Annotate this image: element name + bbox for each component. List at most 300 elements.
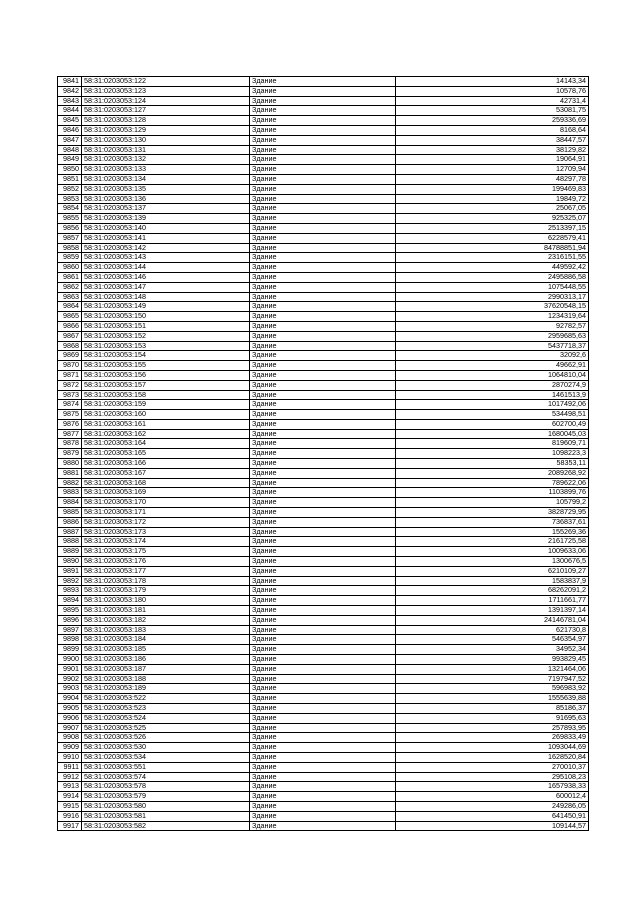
row-number-cell: 9857 [58,233,82,243]
cadastral-value-cell: 596983,92 [396,684,589,694]
cadastral-value-cell: 295108,23 [396,772,589,782]
object-type-cell: Здание [250,782,396,792]
row-number-cell: 9891 [58,566,82,576]
cadastral-number-cell: 58:31:0203053:131 [82,145,250,155]
cadastral-number-cell: 58:31:0203053:166 [82,459,250,469]
table-row [58,390,589,400]
table-row [58,547,589,557]
object-type-cell: Здание [250,223,396,233]
object-type-cell: Здание [250,331,396,341]
row-number-cell: 9880 [58,459,82,469]
table-row [58,459,589,469]
cadastral-number-cell: 58:31:0203053:130 [82,135,250,145]
object-type-cell: Здание [250,606,396,616]
table-row [58,606,589,616]
row-number-cell: 9901 [58,664,82,674]
cadastral-value-cell: 19064,91 [396,155,589,165]
row-number-cell: 9908 [58,733,82,743]
table-row [58,743,589,753]
table-row [58,821,589,831]
cadastral-number-cell: 58:31:0203053:578 [82,782,250,792]
cadastral-number-cell: 58:31:0203053:525 [82,723,250,733]
row-number-cell: 9914 [58,792,82,802]
table-row [58,194,589,204]
cadastral-number-cell: 58:31:0203053:530 [82,743,250,753]
row-number-cell: 9889 [58,547,82,557]
row-number-cell: 9865 [58,312,82,322]
cadastral-value-cell: 92782,57 [396,321,589,331]
object-type-cell: Здание [250,361,396,371]
table-row [58,341,589,351]
object-type-cell: Здание [250,517,396,527]
cadastral-number-cell: 58:31:0203053:188 [82,674,250,684]
object-type-cell: Здание [250,478,396,488]
table-row [58,478,589,488]
cadastral-value-cell: 5437718,37 [396,341,589,351]
row-number-cell: 9872 [58,380,82,390]
table-row [58,586,589,596]
object-type-cell: Здание [250,704,396,714]
cadastral-value-cell: 2495886,58 [396,272,589,282]
cadastral-value-cell: 993829,45 [396,655,589,665]
cadastral-value-cell: 25067,05 [396,204,589,214]
row-number-cell: 9911 [58,762,82,772]
table-row [58,243,589,253]
table-row [58,615,589,625]
cadastral-number-cell: 58:31:0203053:177 [82,566,250,576]
cadastral-number-cell: 58:31:0203053:169 [82,488,250,498]
row-number-cell: 9884 [58,498,82,508]
table-row [58,566,589,576]
row-number-cell: 9881 [58,468,82,478]
row-number-cell: 9909 [58,743,82,753]
cadastral-value-cell: 1657938,33 [396,782,589,792]
cadastral-value-cell: 1234319,64 [396,312,589,322]
cadastral-value-cell: 19849,72 [396,194,589,204]
table-row [58,508,589,518]
row-number-cell: 9915 [58,801,82,811]
cadastral-value-cell: 602700,49 [396,419,589,429]
cadastral-value-cell: 819609,71 [396,439,589,449]
row-number-cell: 9898 [58,635,82,645]
object-type-cell: Здание [250,86,396,96]
object-type-cell: Здание [250,762,396,772]
object-type-cell: Здание [250,214,396,224]
cadastral-number-cell: 58:31:0203053:579 [82,792,250,802]
row-number-cell: 9892 [58,576,82,586]
row-number-cell: 9886 [58,517,82,527]
table-row [58,811,589,821]
cadastral-value-cell: 449592,42 [396,263,589,273]
row-number-cell: 9848 [58,145,82,155]
cadastral-value-cell: 48297,78 [396,174,589,184]
cadastral-number-cell: 58:31:0203053:186 [82,655,250,665]
row-number-cell: 9905 [58,704,82,714]
object-type-cell: Здание [250,821,396,831]
cadastral-number-cell: 58:31:0203053:122 [82,77,250,87]
object-type-cell: Здание [250,655,396,665]
object-type-cell: Здание [250,645,396,655]
table-row [58,302,589,312]
cadastral-number-cell: 58:31:0203053:123 [82,86,250,96]
table-row [58,468,589,478]
row-number-cell: 9877 [58,429,82,439]
cadastral-value-cell: 1583837,9 [396,576,589,586]
table-row [58,116,589,126]
cadastral-value-cell: 91695,63 [396,713,589,723]
table-row [58,537,589,547]
cadastral-number-cell: 58:31:0203053:134 [82,174,250,184]
cadastral-number-cell: 58:31:0203053:182 [82,615,250,625]
row-number-cell: 9904 [58,694,82,704]
cadastral-value-cell: 1064810,04 [396,370,589,380]
row-number-cell: 9849 [58,155,82,165]
cadastral-number-cell: 58:31:0203053:185 [82,645,250,655]
row-number-cell: 9910 [58,752,82,762]
cadastral-number-cell: 58:31:0203053:159 [82,400,250,410]
cadastral-value-cell: 925325,07 [396,214,589,224]
cadastral-number-cell: 58:31:0203053:136 [82,194,250,204]
cadastral-number-cell: 58:31:0203053:187 [82,664,250,674]
cadastral-number-cell: 58:31:0203053:147 [82,282,250,292]
table-row [58,145,589,155]
row-number-cell: 9871 [58,370,82,380]
cadastral-number-cell: 58:31:0203053:179 [82,586,250,596]
cadastral-number-cell: 58:31:0203053:167 [82,468,250,478]
object-type-cell: Здание [250,145,396,155]
object-type-cell: Здание [250,380,396,390]
cadastral-number-cell: 58:31:0203053:176 [82,557,250,567]
cadastral-number-cell: 58:31:0203053:173 [82,527,250,537]
row-number-cell: 9858 [58,243,82,253]
cadastral-value-cell: 105799,2 [396,498,589,508]
table-row [58,380,589,390]
row-number-cell: 9869 [58,351,82,361]
table-row [58,655,589,665]
cadastral-number-cell: 58:31:0203053:170 [82,498,250,508]
table-row [58,361,589,371]
row-number-cell: 9843 [58,96,82,106]
cadastral-value-cell: 68262091,2 [396,586,589,596]
cadastral-value-cell: 621730,8 [396,625,589,635]
table-row [58,233,589,243]
cadastral-number-cell: 58:31:0203053:143 [82,253,250,263]
object-type-cell: Здание [250,106,396,116]
row-number-cell: 9874 [58,400,82,410]
cadastral-value-cell: 270010,37 [396,762,589,772]
table-row [58,498,589,508]
table-row [58,596,589,606]
cadastral-value-cell: 85186,37 [396,704,589,714]
cadastral-number-cell: 58:31:0203053:144 [82,263,250,273]
cadastral-value-cell: 269833,49 [396,733,589,743]
object-type-cell: Здание [250,390,396,400]
row-number-cell: 9851 [58,174,82,184]
cadastral-number-cell: 58:31:0203053:162 [82,429,250,439]
row-number-cell: 9896 [58,615,82,625]
object-type-cell: Здание [250,400,396,410]
row-number-cell: 9902 [58,674,82,684]
cadastral-value-cell: 34952,34 [396,645,589,655]
cadastral-number-cell: 58:31:0203053:140 [82,223,250,233]
object-type-cell: Здание [250,96,396,106]
cadastral-number-cell: 58:31:0203053:168 [82,478,250,488]
object-type-cell: Здание [250,419,396,429]
row-number-cell: 9852 [58,184,82,194]
cadastral-value-cell: 109144,57 [396,821,589,831]
cadastral-number-cell: 58:31:0203053:178 [82,576,250,586]
table-row [58,772,589,782]
cadastral-number-cell: 58:31:0203053:135 [82,184,250,194]
row-number-cell: 9883 [58,488,82,498]
cadastral-number-cell: 58:31:0203053:160 [82,410,250,420]
object-type-cell: Здание [250,253,396,263]
cadastral-number-cell: 58:31:0203053:148 [82,292,250,302]
table-row [58,135,589,145]
row-number-cell: 9897 [58,625,82,635]
cadastral-number-cell: 58:31:0203053:142 [82,243,250,253]
cadastral-number-cell: 58:31:0203053:574 [82,772,250,782]
cadastral-value-cell: 1009633,06 [396,547,589,557]
cadastral-value-cell: 10578,76 [396,86,589,96]
cadastral-value-cell: 1075448,55 [396,282,589,292]
cadastral-value-cell: 2959685,63 [396,331,589,341]
table-row [58,782,589,792]
table-row [58,557,589,567]
cadastral-value-cell: 600012,4 [396,792,589,802]
object-type-cell: Здание [250,263,396,273]
cadastral-value-cell: 2513397,15 [396,223,589,233]
table-row [58,155,589,165]
table-row [58,792,589,802]
object-type-cell: Здание [250,194,396,204]
object-type-cell: Здание [250,733,396,743]
row-number-cell: 9878 [58,439,82,449]
table-row [58,165,589,175]
row-number-cell: 9860 [58,263,82,273]
cadastral-value-cell: 42731,4 [396,96,589,106]
row-number-cell: 9903 [58,684,82,694]
row-number-cell: 9879 [58,449,82,459]
object-type-cell: Здание [250,292,396,302]
object-type-cell: Здание [250,135,396,145]
object-type-cell: Здание [250,566,396,576]
cadastral-number-cell: 58:31:0203053:189 [82,684,250,694]
object-type-cell: Здание [250,801,396,811]
row-number-cell: 9885 [58,508,82,518]
table-row [58,351,589,361]
object-type-cell: Здание [250,576,396,586]
cadastral-value-cell: 2316151,55 [396,253,589,263]
cadastral-number-cell: 58:31:0203053:523 [82,704,250,714]
row-number-cell: 9887 [58,527,82,537]
row-number-cell: 9862 [58,282,82,292]
cadastral-number-cell: 58:31:0203053:150 [82,312,250,322]
cadastral-value-cell: 1017492,06 [396,400,589,410]
cadastral-value-cell: 2161725,58 [396,537,589,547]
object-type-cell: Здание [250,312,396,322]
cadastral-number-cell: 58:31:0203053:184 [82,635,250,645]
cadastral-value-cell: 155269,36 [396,527,589,537]
cadastral-number-cell: 58:31:0203053:152 [82,331,250,341]
row-number-cell: 9845 [58,116,82,126]
cadastral-value-cell: 259336,69 [396,116,589,126]
table-row [58,410,589,420]
object-type-cell: Здание [250,174,396,184]
cadastral-value-cell: 1321464,06 [396,664,589,674]
table-row [58,272,589,282]
cadastral-value-cell: 84788851,94 [396,243,589,253]
object-type-cell: Здание [250,439,396,449]
cadastral-number-cell: 58:31:0203053:161 [82,419,250,429]
row-number-cell: 9900 [58,655,82,665]
object-type-cell: Здание [250,233,396,243]
row-number-cell: 9846 [58,125,82,135]
row-number-cell: 9864 [58,302,82,312]
object-type-cell: Здание [250,429,396,439]
cadastral-value-cell: 736837,61 [396,517,589,527]
table-row [58,527,589,537]
object-type-cell: Здание [250,321,396,331]
row-number-cell: 9853 [58,194,82,204]
object-type-cell: Здание [250,557,396,567]
object-type-cell: Здание [250,370,396,380]
table-row [58,253,589,263]
object-type-cell: Здание [250,811,396,821]
object-type-cell: Здание [250,272,396,282]
row-number-cell: 9907 [58,723,82,733]
object-type-cell: Здание [250,116,396,126]
cadastral-value-cell: 1391397,14 [396,606,589,616]
cadastral-value-table [57,76,589,831]
row-number-cell: 9841 [58,77,82,87]
table-row [58,664,589,674]
object-type-cell: Здание [250,743,396,753]
object-type-cell: Здание [250,792,396,802]
table-row [58,684,589,694]
cadastral-number-cell: 58:31:0203053:141 [82,233,250,243]
row-number-cell: 9863 [58,292,82,302]
row-number-cell: 9876 [58,419,82,429]
table-row [58,449,589,459]
table-row [58,77,589,87]
cadastral-number-cell: 58:31:0203053:174 [82,537,250,547]
row-number-cell: 9855 [58,214,82,224]
row-number-cell: 9856 [58,223,82,233]
table-row [58,96,589,106]
row-number-cell: 9870 [58,361,82,371]
object-type-cell: Здание [250,282,396,292]
row-number-cell: 9895 [58,606,82,616]
cadastral-number-cell: 58:31:0203053:180 [82,596,250,606]
table-row [58,713,589,723]
cadastral-value-cell: 1093044,69 [396,743,589,753]
cadastral-value-cell: 58353,11 [396,459,589,469]
cadastral-number-cell: 58:31:0203053:146 [82,272,250,282]
object-type-cell: Здание [250,694,396,704]
cadastral-value-cell: 7197947,52 [396,674,589,684]
cadastral-value-cell: 32092,6 [396,351,589,361]
row-number-cell: 9867 [58,331,82,341]
object-type-cell: Здание [250,459,396,469]
cadastral-value-cell: 1628520,84 [396,752,589,762]
cadastral-number-cell: 58:31:0203053:522 [82,694,250,704]
table-row [58,723,589,733]
cadastral-number-cell: 58:31:0203053:137 [82,204,250,214]
row-number-cell: 9854 [58,204,82,214]
cadastral-value-cell: 1711661,77 [396,596,589,606]
table-row [58,517,589,527]
object-type-cell: Здание [250,674,396,684]
cadastral-value-cell: 3828729,95 [396,508,589,518]
cadastral-value-cell: 2990313,17 [396,292,589,302]
cadastral-number-cell: 58:31:0203053:132 [82,155,250,165]
cadastral-value-cell: 1098223,3 [396,449,589,459]
table-row [58,625,589,635]
table-row [58,439,589,449]
cadastral-number-cell: 58:31:0203053:156 [82,370,250,380]
cadastral-value-cell: 2089268,92 [396,468,589,478]
object-type-cell: Здание [250,125,396,135]
object-type-cell: Здание [250,723,396,733]
cadastral-value-cell: 8168,64 [396,125,589,135]
cadastral-number-cell: 58:31:0203053:175 [82,547,250,557]
table-row [58,694,589,704]
table-row [58,733,589,743]
cadastral-value-cell: 641450,91 [396,811,589,821]
cadastral-value-cell: 6210109,27 [396,566,589,576]
table-row [58,576,589,586]
table-row [58,370,589,380]
row-number-cell: 9912 [58,772,82,782]
table-row [58,635,589,645]
cadastral-value-cell: 257893,95 [396,723,589,733]
table-row [58,801,589,811]
cadastral-number-cell: 58:31:0203053:133 [82,165,250,175]
object-type-cell: Здание [250,752,396,762]
row-number-cell: 9917 [58,821,82,831]
table-row [58,263,589,273]
cadastral-value-cell: 2870274,9 [396,380,589,390]
cadastral-number-cell: 58:31:0203053:151 [82,321,250,331]
table-row [58,762,589,772]
object-type-cell: Здание [250,302,396,312]
object-type-cell: Здание [250,772,396,782]
cadastral-value-cell: 1461513,9 [396,390,589,400]
table-row [58,106,589,116]
table-row [58,223,589,233]
object-type-cell: Здание [250,586,396,596]
cadastral-number-cell: 58:31:0203053:165 [82,449,250,459]
cadastral-number-cell: 58:31:0203053:128 [82,116,250,126]
cadastral-number-cell: 58:31:0203053:582 [82,821,250,831]
cadastral-number-cell: 58:31:0203053:526 [82,733,250,743]
cadastral-number-cell: 58:31:0203053:171 [82,508,250,518]
cadastral-number-cell: 58:31:0203053:551 [82,762,250,772]
row-number-cell: 9893 [58,586,82,596]
cadastral-number-cell: 58:31:0203053:158 [82,390,250,400]
cadastral-value-cell: 249286,05 [396,801,589,811]
cadastral-value-cell: 534498,51 [396,410,589,420]
object-type-cell: Здание [250,625,396,635]
cadastral-number-cell: 58:31:0203053:155 [82,361,250,371]
object-type-cell: Здание [250,527,396,537]
cadastral-number-cell: 58:31:0203053:581 [82,811,250,821]
row-number-cell: 9842 [58,86,82,96]
row-number-cell: 9888 [58,537,82,547]
cadastral-number-cell: 58:31:0203053:580 [82,801,250,811]
table-row [58,488,589,498]
